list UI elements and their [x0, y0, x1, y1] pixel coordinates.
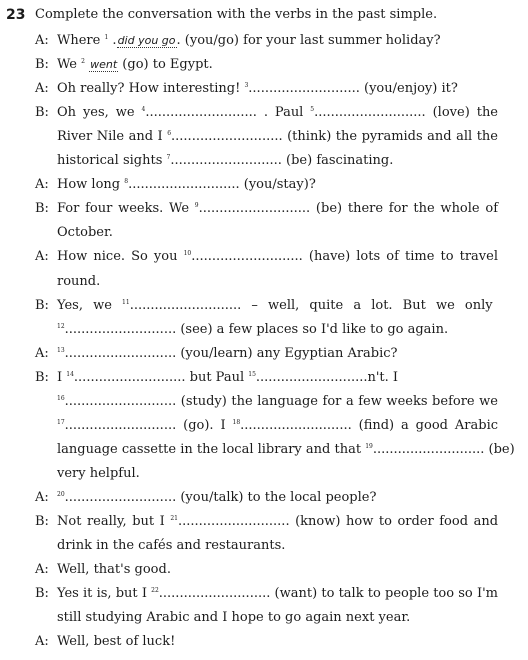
speaker-label: A: — [35, 562, 49, 578]
text-fragment: ........................... (have) lots of time to travel — [191, 249, 499, 265]
gap-number: 3 — [244, 82, 249, 90]
text-fragment: drink in the cafés and restaurants. — [57, 538, 286, 554]
dialogue-line — [0, 510, 528, 534]
gap-number: 9 — [194, 202, 199, 210]
text-fragment: ........................... (think) the pyramids and all the — [171, 129, 498, 145]
text-fragment: River Nile and I — [57, 129, 168, 145]
dialogue-line — [0, 294, 528, 318]
dialogue-line — [0, 486, 528, 510]
dialogue-text — [57, 390, 498, 414]
gap-number: 17 — [57, 418, 65, 426]
gap-number: 19 — [365, 442, 373, 450]
speaker-label: A: — [35, 177, 49, 193]
gap-number: 1 — [104, 34, 109, 41]
speaker-label: A: — [35, 33, 49, 48]
gap-number: 16 — [57, 394, 65, 402]
dialogue-line — [0, 149, 528, 173]
dialogue-line — [0, 558, 528, 582]
text-fragment: language cassette in the local library and that — [57, 441, 366, 457]
gap-number: 21 — [170, 515, 178, 522]
gap-number: 10 — [183, 250, 192, 258]
speaker-label: A: — [35, 345, 49, 361]
dialogue-text — [57, 149, 393, 173]
dialogue-line — [0, 221, 528, 245]
dialogue-text — [57, 342, 398, 366]
exercise-number: 23 — [6, 7, 26, 23]
text-fragment: October. — [57, 225, 113, 241]
dialogue-line — [0, 582, 528, 606]
dialogue-line — [0, 366, 528, 390]
dialogue-text — [57, 294, 493, 318]
gap-number: 18 — [232, 418, 241, 426]
dialogue-text — [57, 53, 213, 77]
text-fragment: I — [57, 369, 67, 385]
dialogue-line — [0, 125, 528, 149]
gap-number: 12 — [57, 322, 65, 330]
text-fragment: How long — [57, 177, 125, 193]
handwritten-answer: went — [90, 58, 118, 72]
gap-number: 5 — [310, 106, 315, 114]
dialogue-text — [57, 462, 140, 486]
text-fragment: Not really, but I — [57, 514, 171, 529]
gap-number: 22 — [151, 587, 159, 595]
dialogue-line — [0, 534, 528, 558]
exercise-instruction: Complete the conversation with the verbs in the past simple. — [35, 7, 438, 22]
dialogue-line — [0, 173, 528, 197]
text-fragment: ........................... (you/learn) any Egyptian Arabic? — [64, 345, 398, 361]
speaker-label: A: — [35, 81, 49, 97]
speaker-label: B: — [35, 514, 49, 529]
text-fragment: Yes, we — [57, 297, 123, 313]
speaker-label: A: — [35, 489, 49, 505]
text-fragment: Where — [57, 33, 105, 48]
text-fragment: Yes it is, but I — [57, 586, 152, 602]
dialogue-line — [0, 245, 528, 269]
dialogue-text — [57, 318, 448, 342]
gap-number: 13 — [57, 346, 65, 354]
text-fragment: Oh really? How interesting! — [57, 81, 245, 97]
speaker-label: B: — [35, 57, 49, 73]
text-fragment: . (you/go) for your last summer holiday? — [176, 33, 441, 48]
text-fragment: ........................... (want) to talk to people too so I'm — [158, 586, 498, 602]
gap-number: 8 — [124, 178, 129, 186]
dialogue-text — [57, 534, 285, 558]
text-fragment: For four weeks. We — [57, 201, 195, 217]
dialogue-text — [57, 245, 498, 269]
text-fragment: . — [108, 33, 117, 48]
text-fragment: ........................... (be) — [372, 441, 515, 457]
text-fragment: ...........................n't. I — [255, 369, 399, 385]
text-fragment: ........................... (you/stay)? — [128, 177, 316, 193]
speaker-label: B: — [35, 369, 49, 385]
gap-number: 6 — [167, 130, 172, 138]
gap-number: 4 — [141, 106, 146, 114]
gap-number: 14 — [66, 370, 74, 378]
dialogue-text — [57, 173, 316, 197]
text-fragment: Oh yes, we — [57, 105, 142, 121]
text-fragment: Well, that's good. — [57, 562, 171, 578]
dialogue-text — [57, 366, 398, 390]
text-fragment: round. — [57, 273, 101, 289]
dialogue-line — [0, 390, 528, 414]
dialogue-text — [57, 438, 515, 462]
dialogue-line — [0, 197, 528, 221]
speaker-label: B: — [35, 297, 49, 313]
text-fragment: ........................... (see) a few places so I'd like to go again. — [64, 321, 449, 337]
dialogue-text — [57, 630, 175, 654]
speaker-label: B: — [35, 105, 49, 121]
dialogue-text — [57, 486, 376, 510]
text-fragment: historical sights — [57, 153, 167, 169]
dialogue-text — [57, 29, 441, 53]
dialogue-text — [57, 197, 498, 221]
handwritten-answer: did you go — [117, 34, 176, 47]
dialogue-line — [0, 101, 528, 125]
speaker-label: A: — [35, 634, 49, 650]
dialogue-text — [57, 270, 100, 294]
text-fragment: very helpful. — [57, 465, 140, 481]
dialogue-line — [0, 606, 528, 630]
speaker-label: B: — [35, 586, 49, 602]
text-fragment: ........................... but Paul — [73, 369, 249, 385]
text-fragment: ........................... (love) the — [314, 105, 499, 121]
text-fragment: ........................... (go). I — [64, 417, 233, 433]
gap-number: 2 — [81, 58, 85, 66]
text-fragment: (go) to Egypt. — [118, 57, 213, 73]
speaker-label: A: — [35, 249, 49, 265]
dialogue-line — [0, 53, 528, 77]
text-fragment: Well, best of luck! — [57, 634, 176, 650]
gap-number: 20 — [57, 490, 65, 498]
dialogue-line — [0, 414, 528, 438]
text-fragment: We — [57, 57, 82, 73]
dialogue-line — [0, 29, 528, 53]
text-fragment: ........................... . Paul — [145, 105, 311, 121]
text-fragment: ........................... (you/talk) to the local people? — [64, 489, 377, 505]
dialogue-line — [0, 318, 528, 342]
text-fragment: ........................... (you/enjoy) it? — [248, 81, 458, 97]
dialogue-text — [57, 510, 498, 534]
gap-number: 15 — [248, 370, 256, 378]
dialogue-line — [0, 630, 528, 654]
dialogue-text — [57, 606, 410, 630]
text-fragment: ........................... – well, quite a lot. But we only — [129, 297, 493, 313]
text-fragment: How nice. So you — [57, 249, 184, 265]
text-fragment: still studying Arabic and I hope to go again next year. — [57, 610, 411, 626]
dialogue-text — [57, 221, 113, 245]
text-fragment: ........................... (be) there for the whole of — [198, 201, 499, 217]
dialogue-text — [57, 101, 498, 125]
dialogue-text — [57, 558, 171, 582]
dialogue-line — [0, 438, 528, 462]
dialogue-line — [0, 462, 528, 486]
dialogue-line — [0, 342, 528, 366]
speaker-label: B: — [35, 201, 49, 217]
dialogue-line — [0, 270, 528, 294]
text-fragment: ........................... (study) the language for a few weeks before we — [64, 393, 498, 409]
dialogue-text — [57, 125, 498, 149]
gap-number: 11 — [122, 298, 130, 306]
gap-number: 7 — [166, 154, 171, 162]
dialogue-text — [57, 582, 498, 606]
dialogue-line — [0, 77, 528, 101]
text-fragment: ........................... (be) fascinating. — [170, 153, 394, 169]
dialogue-text — [57, 77, 458, 101]
text-fragment: ........................... (know) how to order food and — [178, 514, 499, 529]
text-fragment: ........................... (find) a good Arabic — [240, 417, 499, 433]
dialogue-text — [57, 414, 498, 438]
